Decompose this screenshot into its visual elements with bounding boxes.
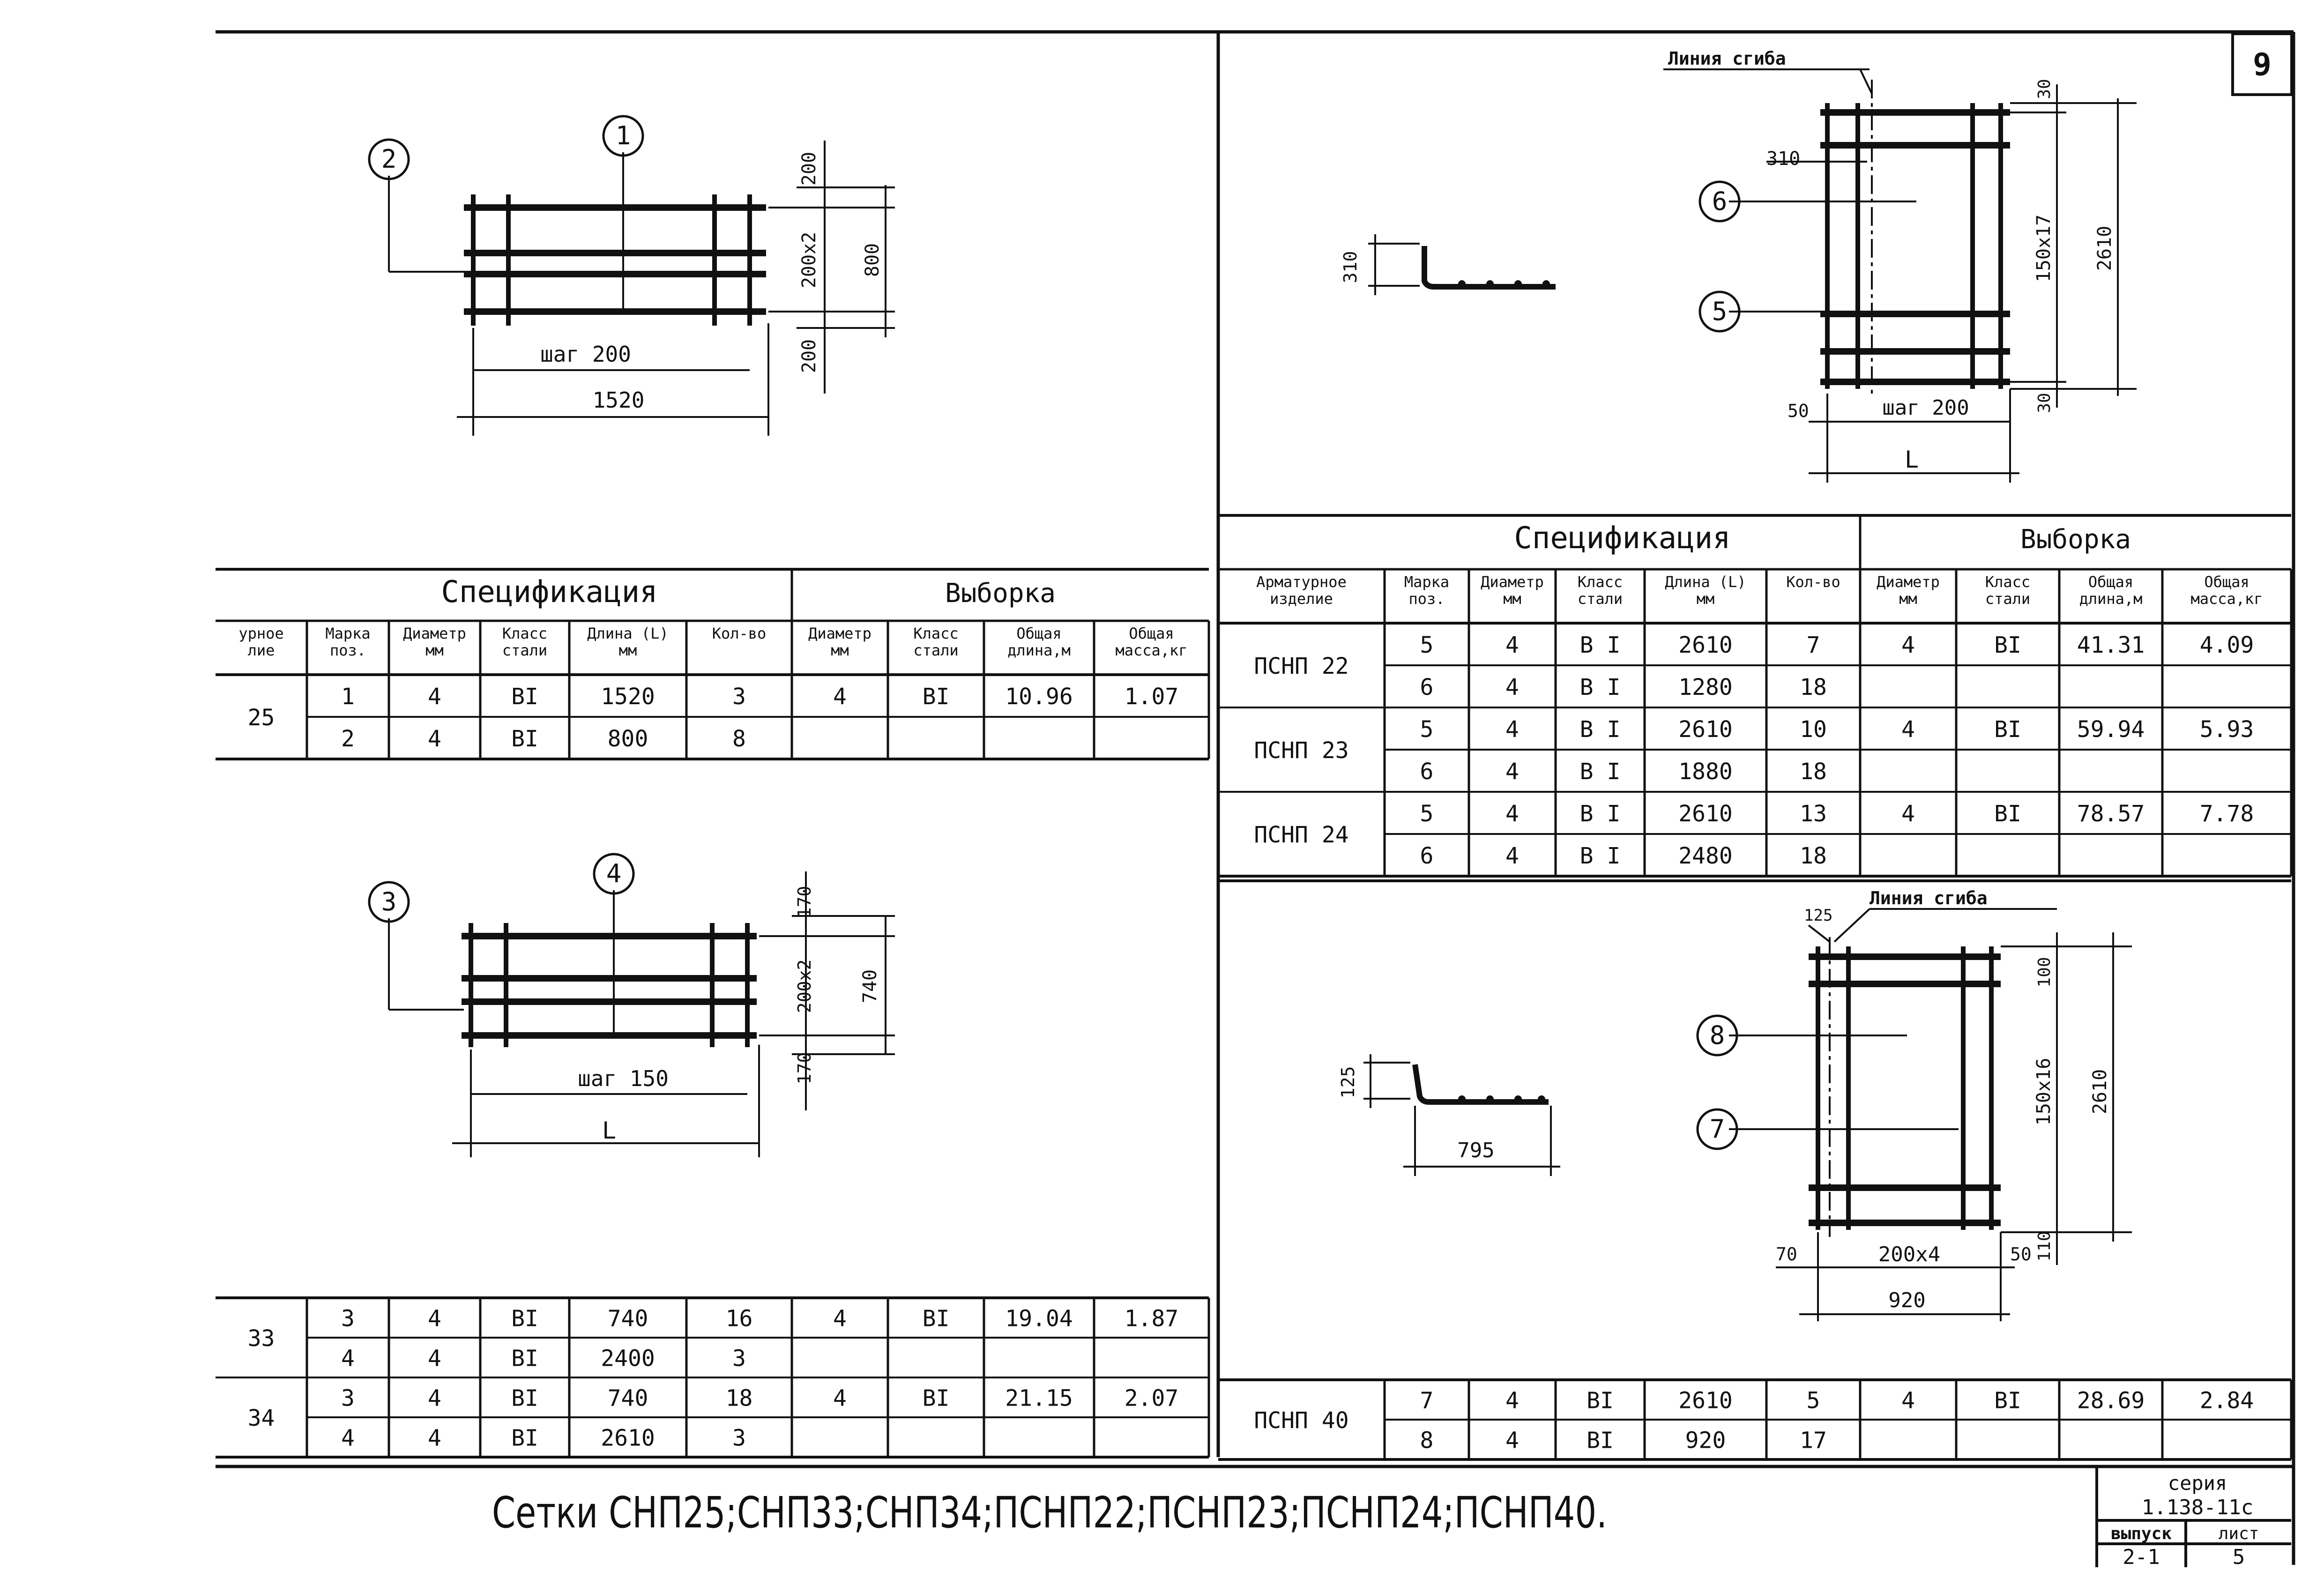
stamp-list-value: 5 xyxy=(2232,1545,2245,1569)
stamp-seria-value: 1.138-11с xyxy=(2141,1496,2254,1519)
stamp-list-label: лист xyxy=(2218,1524,2259,1543)
spec-left-cell-qty: 8 xyxy=(732,726,746,752)
spec-right-cell-item: ПСНП 23 xyxy=(1254,737,1349,764)
spec-left-cell-cls: ВI xyxy=(511,684,538,710)
spec-right-bottom-cell-pos: 8 xyxy=(1420,1427,1434,1454)
dim-mid-snp33: 200х2 xyxy=(794,959,815,1013)
spec-right-cell-cls: В I xyxy=(1579,843,1621,869)
spec-left-cell-item: 25 xyxy=(247,705,275,731)
dim-edge-psnp22: 50 xyxy=(1788,401,1809,421)
spec-left-cell-sd: 4 xyxy=(833,684,847,710)
dim-total-snp33: 740 xyxy=(859,969,881,1004)
spec-left-col-header: поз. xyxy=(329,641,366,659)
spec-right-bottom-cell-scls: ВI xyxy=(1994,1387,2021,1414)
spec-right-cell-item: ПСНП 24 xyxy=(1254,822,1349,848)
spec-right-cell-qty: 7 xyxy=(1806,632,1820,658)
spec-right-cell-cls: В I xyxy=(1579,759,1621,785)
dim-total-psnp22: 2610 xyxy=(2094,225,2115,271)
position-marker-4: 4 xyxy=(606,859,622,888)
bend-line-label-psnp22: Линия сгиба xyxy=(1668,48,1786,69)
spec-right-cell-sd: 4 xyxy=(1901,632,1915,658)
dim-top-psnp22: 30 xyxy=(2035,79,2054,99)
dim-mid-psnp22: 150х17 xyxy=(2033,214,2055,283)
spec-left-bottom-cell-pos: 3 xyxy=(341,1305,355,1332)
spec-right-col-header: изделие xyxy=(1270,590,1333,608)
spec-left-col-header: стали xyxy=(913,641,959,659)
drawing-psnp40 xyxy=(1338,888,2132,1321)
spec-right-cell-d: 4 xyxy=(1505,632,1519,658)
dim-top-snp33: 170 xyxy=(794,886,815,918)
spec-right-cell-pos: 6 xyxy=(1420,759,1434,785)
spec-left-col-header: Общая xyxy=(1129,625,1174,642)
spec-left-bottom-cell-cls: ВI xyxy=(511,1345,538,1372)
stamp-vypusk-label: выпуск xyxy=(2110,1524,2172,1543)
position-marker-6: 6 xyxy=(1712,186,1728,216)
spec-right-cell-cls: В I xyxy=(1579,632,1621,658)
spec-right-col-header: Общая xyxy=(2204,573,2250,591)
spec-right-col-header: Марка xyxy=(1404,573,1450,591)
dim-mid-psnp40: 150х16 xyxy=(2033,1057,2055,1126)
spec-right-cell-qty: 13 xyxy=(1800,801,1827,827)
dim-top-snp25: 200 xyxy=(798,151,820,186)
spec-right-cell-cls: В I xyxy=(1579,801,1621,827)
bend-height-psnp40: 125 xyxy=(1804,906,1833,925)
spec-left-cell-pos: 2 xyxy=(341,726,355,752)
spec-left-col-header: урное xyxy=(238,625,284,642)
spec-right-bottom-cell-cls: ВI xyxy=(1587,1387,1614,1414)
spec-right-cell-qty: 18 xyxy=(1800,843,1827,869)
spec-right-bottom-cell-len: 920 xyxy=(1685,1427,1726,1454)
spec-left-col-header: мм xyxy=(425,641,444,659)
spec-right-cell-pos: 6 xyxy=(1420,843,1434,869)
spec-right-cell-sd: 4 xyxy=(1901,716,1915,743)
spec-left-col-header: лие xyxy=(247,641,275,659)
spec-left-bottom-cell-item: 33 xyxy=(247,1325,275,1352)
spec-right-cell-scls: ВI xyxy=(1994,801,2021,827)
spec-right-col-header: Диаметр xyxy=(1481,573,1544,591)
spec-left-bottom-cell-d: 4 xyxy=(428,1385,441,1412)
spec-left-bottom-cell-sd: 4 xyxy=(833,1305,847,1332)
spec-left-col-header: Класс xyxy=(913,625,959,642)
spec-right-cell-tl: 41.31 xyxy=(2077,632,2145,658)
spec-left-bottom-cell-scls: ВI xyxy=(922,1385,950,1412)
dim-length-psnp40: 920 xyxy=(1888,1288,1926,1312)
position-marker-5: 5 xyxy=(1712,297,1728,326)
spec-left-col-header: Общая xyxy=(1016,625,1062,642)
spec-left-col-header: Кол-во xyxy=(712,625,767,642)
spec-left-bottom-cell-qty: 3 xyxy=(732,1425,746,1451)
sheet-number: 9 xyxy=(2253,46,2272,82)
spec-right-col-header: Длина (L) xyxy=(1665,573,1746,591)
title-block-stamp xyxy=(2097,1466,2291,1569)
spec-left-bottom-cell-d: 4 xyxy=(428,1345,441,1372)
position-marker-1: 1 xyxy=(615,121,631,150)
spec-right-cell-len: 2610 xyxy=(1678,716,1733,743)
spec-right-col-header: масса,кг xyxy=(2190,590,2263,608)
spec-right-cell-len: 2480 xyxy=(1678,843,1733,869)
spec-left-bottom-cell-d: 4 xyxy=(428,1305,441,1332)
spec-right-bottom-cell-tl: 28.69 xyxy=(2077,1387,2145,1414)
spec-right-col-header: поз. xyxy=(1408,590,1445,608)
spec-right-cell-d: 4 xyxy=(1505,801,1519,827)
spec-left-bottom-cell-pos: 4 xyxy=(341,1425,355,1451)
spec-right-bottom-cell-d: 4 xyxy=(1505,1387,1519,1414)
spec-left-bottom-cell-len: 2610 xyxy=(601,1425,655,1451)
spec-left-bottom-cell-qty: 18 xyxy=(725,1385,753,1412)
spec-left-bottom-cell-pos: 4 xyxy=(341,1345,355,1372)
frame xyxy=(216,32,2294,1565)
dim-step-psnp40: 200х4 xyxy=(1878,1243,1941,1266)
spec-right-cell-d: 4 xyxy=(1505,716,1519,743)
dim-length-psnp22: L xyxy=(1904,446,1919,473)
spec-right-col-header: Арматурное xyxy=(1256,573,1347,591)
spec-left-bottom-cell-scls: ВI xyxy=(922,1305,950,1332)
spec-left-cell-scls: ВI xyxy=(922,684,950,710)
profile-height-psnp40: 125 xyxy=(1338,1066,1358,1099)
drawing-snp33 xyxy=(369,854,895,1157)
bend-line-label-psnp40: Линия сгиба xyxy=(1870,888,1988,908)
dim-bot-snp33: 170 xyxy=(794,1052,815,1085)
spec-left-cell-tm: 1.07 xyxy=(1124,684,1179,710)
spec-right-cell-qty: 18 xyxy=(1800,759,1827,785)
spec-left-cell-tl: 10.96 xyxy=(1005,684,1073,710)
spec-left-col-header: мм xyxy=(831,641,849,659)
spec-left-bottom-cell-len: 740 xyxy=(607,1385,648,1412)
spec-right-bottom-cell-cls: ВI xyxy=(1587,1427,1614,1454)
spec-left-cell-qty: 3 xyxy=(732,684,746,710)
spec-right-cell-pos: 5 xyxy=(1420,632,1434,658)
spec-right-cell-qty: 18 xyxy=(1800,674,1827,700)
position-marker-7: 7 xyxy=(1709,1114,1725,1144)
spec-right-heading-vyborka: Выборка xyxy=(2020,524,2131,555)
bend-height-psnp22: 310 xyxy=(1766,148,1801,170)
dim-bot-snp25: 200 xyxy=(798,339,820,373)
tables xyxy=(216,515,2291,1459)
spec-right-col-header: длина,м xyxy=(2079,590,2143,608)
spec-left-cell-pos: 1 xyxy=(341,684,355,710)
dim-length-snp25: 1520 xyxy=(592,387,645,413)
spec-left-bottom-cell-tm: 1.87 xyxy=(1124,1305,1179,1332)
dim-step-psnp22: шаг 200 xyxy=(1882,396,1969,420)
dim-total-snp25: 800 xyxy=(862,243,883,277)
spec-right-col-header: стали xyxy=(1577,590,1623,608)
spec-left-cell-len: 800 xyxy=(607,726,648,752)
spec-right-bottom-cell-d: 4 xyxy=(1505,1427,1519,1454)
spec-right-cell-tm: 5.93 xyxy=(2199,716,2254,743)
spec-right-cell-scls: ВI xyxy=(1994,632,2021,658)
profile-len-psnp40: 795 xyxy=(1457,1139,1495,1162)
spec-left-bottom-cell-d: 4 xyxy=(428,1425,441,1451)
spec-right-cell-tl: 59.94 xyxy=(2077,716,2145,743)
spec-left-col-header: Диаметр xyxy=(403,625,466,642)
spec-right-col-header: стали xyxy=(1985,590,2031,608)
sheet-title: Сетки СНП25;СНП33;СНП34;ПСНП22;ПСНП23;ПСНП24;ПСНП40. xyxy=(492,1488,1607,1538)
spec-left-cell-cls: ВI xyxy=(511,726,538,752)
spec-right-bottom-cell-tm: 2.84 xyxy=(2199,1387,2254,1414)
spec-right-cell-tm: 7.78 xyxy=(2199,801,2254,827)
spec-left-bottom-cell-item: 34 xyxy=(247,1405,275,1431)
spec-right-cell-d: 4 xyxy=(1505,759,1519,785)
dim-total-psnp40: 2610 xyxy=(2089,1069,2111,1115)
spec-right-cell-len: 1280 xyxy=(1678,674,1733,700)
spec-left-bottom-cell-pos: 3 xyxy=(341,1385,355,1412)
spec-right-cell-pos: 5 xyxy=(1420,801,1434,827)
spec-right-cell-len: 2610 xyxy=(1678,801,1733,827)
spec-right-col-header: Общая xyxy=(2088,573,2134,591)
dim-mid-snp25: 200х2 xyxy=(798,231,820,289)
position-marker-8: 8 xyxy=(1709,1020,1725,1050)
spec-right-cell-tm: 4.09 xyxy=(2199,632,2254,658)
spec-right-cell-item: ПСНП 22 xyxy=(1254,653,1349,679)
spec-left-cell-d: 4 xyxy=(428,726,441,752)
spec-left-col-header: мм xyxy=(618,641,637,659)
spec-right-cell-pos: 6 xyxy=(1420,674,1434,700)
spec-right-col-header: Диаметр xyxy=(1877,573,1940,591)
dim-step-snp25: шаг 200 xyxy=(540,342,631,367)
spec-left-bottom-cell-tm: 2.07 xyxy=(1124,1385,1179,1412)
dim-edge-right-psnp40: 50 xyxy=(2010,1244,2032,1265)
spec-left-bottom-cell-cls: ВI xyxy=(511,1305,538,1332)
spec-right-cell-scls: ВI xyxy=(1994,716,2021,743)
spec-right-cell-qty: 10 xyxy=(1800,716,1827,743)
spec-left-col-header: Марка xyxy=(325,625,371,642)
dim-bot-psnp22: 30 xyxy=(2035,393,2054,413)
spec-left-bottom-cell-sd: 4 xyxy=(833,1385,847,1412)
spec-right-col-header: Класс xyxy=(1985,573,2031,591)
spec-left-col-header: масса,кг xyxy=(1115,641,1188,659)
spec-right-col-header: мм xyxy=(1899,590,1917,608)
spec-right-cell-d: 4 xyxy=(1505,843,1519,869)
spec-left-bottom-cell-qty: 3 xyxy=(732,1345,746,1372)
spec-left-col-header: Диаметр xyxy=(808,625,872,642)
spec-left-bottom-cell-cls: ВI xyxy=(511,1385,538,1412)
spec-left-heading-spec: Спецификация xyxy=(441,575,658,610)
dim-length-snp33: L xyxy=(602,1117,617,1144)
dim-edge-left-psnp40: 70 xyxy=(1776,1244,1797,1265)
spec-right-bottom-cell-sd: 4 xyxy=(1901,1387,1915,1414)
spec-left-col-header: Класс xyxy=(502,625,548,642)
spec-left-cell-len: 1520 xyxy=(601,684,655,710)
spec-right-heading-spec: Спецификация xyxy=(1514,521,1731,556)
spec-left-col-header: Длина (L) xyxy=(587,625,669,642)
spec-right-col-header: мм xyxy=(1503,590,1521,608)
spec-left-bottom-cell-len: 740 xyxy=(607,1305,648,1332)
spec-left-heading-vyborka: Выборка xyxy=(945,578,1056,609)
spec-left-bottom-cell-tl: 19.04 xyxy=(1005,1305,1073,1332)
spec-left-bottom-cell-qty: 16 xyxy=(725,1305,753,1332)
spec-right-bottom-cell-qty: 17 xyxy=(1800,1427,1827,1454)
spec-right-cell-d: 4 xyxy=(1505,674,1519,700)
dim-bot-psnp40: 110 xyxy=(2035,1231,2054,1262)
spec-right-col-header: Класс xyxy=(1577,573,1623,591)
spec-right-cell-pos: 5 xyxy=(1420,716,1434,743)
stamp-seria-label: серия xyxy=(2168,1472,2227,1495)
spec-left-bottom-cell-tl: 21.15 xyxy=(1005,1385,1073,1412)
spec-left-cell-d: 4 xyxy=(428,684,441,710)
spec-right-cell-tl: 78.57 xyxy=(2077,801,2145,827)
position-marker-3: 3 xyxy=(381,887,397,916)
dim-top-psnp40: 100 xyxy=(2035,957,2054,988)
spec-right-col-header: мм xyxy=(1696,590,1715,608)
spec-right-bottom-cell-item: ПСНП 40 xyxy=(1254,1407,1349,1434)
spec-right-bottom-cell-pos: 7 xyxy=(1420,1387,1434,1414)
spec-left-bottom-cell-cls: ВI xyxy=(511,1425,538,1451)
spec-right-cell-sd: 4 xyxy=(1901,801,1915,827)
spec-right-cell-cls: В I xyxy=(1579,716,1621,743)
spec-right-cell-cls: В I xyxy=(1579,674,1621,700)
spec-right-col-header: Кол-во xyxy=(1786,573,1840,591)
spec-right-bottom-cell-len: 2610 xyxy=(1678,1387,1733,1414)
dim-step-snp33: шаг 150 xyxy=(578,1066,669,1091)
spec-left-col-header: длина,м xyxy=(1007,641,1071,659)
profile-height-psnp22: 310 xyxy=(1340,251,1361,283)
spec-right-bottom-cell-qty: 5 xyxy=(1806,1387,1820,1414)
drawing-psnp22 xyxy=(1340,48,2137,483)
sheet-number-box xyxy=(2233,34,2292,95)
drawing-snp25 xyxy=(369,116,895,436)
spec-left-bottom-cell-len: 2400 xyxy=(601,1345,655,1372)
stamp-vypusk-value: 2-1 xyxy=(2123,1545,2160,1569)
position-marker-2: 2 xyxy=(381,144,397,174)
spec-right-cell-len: 2610 xyxy=(1678,632,1733,658)
spec-right-cell-len: 1880 xyxy=(1678,759,1733,785)
spec-left-col-header: стали xyxy=(502,641,548,659)
